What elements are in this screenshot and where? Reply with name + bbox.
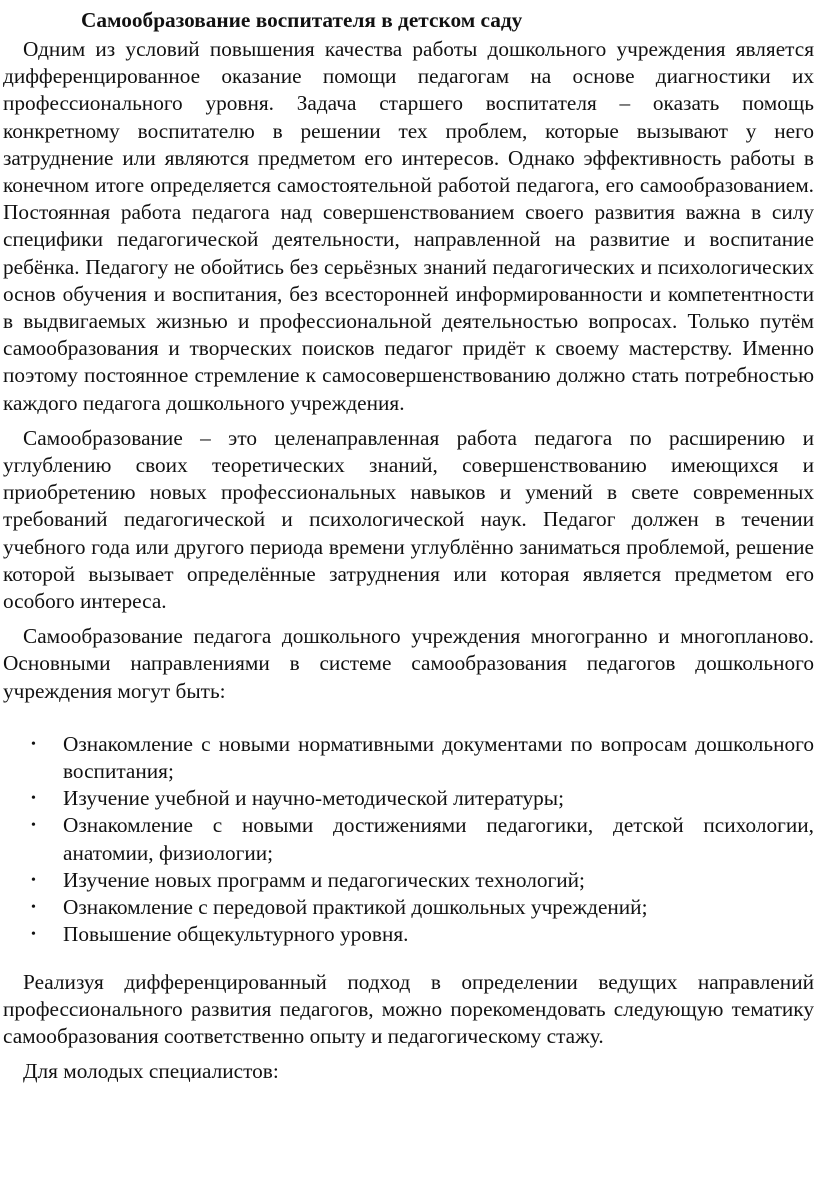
list-item-text: Изучение учебной и научно-методической литературы; <box>63 786 565 811</box>
paragraph-definition: Самообразование – это целенаправленная работа педагога по расширению и углублению своих теоретических знаний, совершенствованию имеющихся и приобретению новых профессиональных навыков и умений в свете современных требований педагогической и психологической наук. Педагог должен в течении учебного года или другого периода времени углублённо заниматься проблемой, решение которой вызывает определённые затруднения или которая является предметом его особого интереса. <box>3 425 814 614</box>
paragraph-closing: Реализуя дифференцированный подход в определении ведущих направлений профессионального развития педагогов, можно порекомендовать следующую тематику самообразования соответственно опыту и педагогическому стажу. <box>3 969 814 1048</box>
spacer <box>3 705 814 731</box>
list-item <box>3 894 814 921</box>
bullet-icon: • <box>31 736 36 752</box>
list-item <box>3 785 814 812</box>
bullet-icon: • <box>31 900 36 916</box>
list-item <box>3 812 814 866</box>
subheading-young-specialists: Для молодых специалистов: <box>23 1059 279 1084</box>
spacer <box>3 949 814 969</box>
spacer <box>3 1050 814 1058</box>
spacer <box>3 417 814 425</box>
list-item-text: Ознакомление с новыми достижениями педагогики, детской психологии, анатомии, физиологии; <box>63 813 814 865</box>
paragraph-intro: Одним из условий повышения качества работы дошкольного учреждения является дифференцированное оказание помощи педагогам на основе диагностики их профессионального уровня. Задача старшего воспитателя – оказать помощь конкретному воспитателю в решении тех проблем, которые вызывают у него затруднение или являются предметом его интересов. Однако эффективность работы в конечном итоге определяется самостоятельной работой педагога, его самообразованием. Постоянная работа педагога над совершенствованием своего развития важна в силу специфики педагогической деятельности, направленной на развитие и воспитание ребёнка. Педагогу не обойтись без серьёзных знаний педагогических и психологических основ обучения и воспитания, без всесторонней информированности и компетентности в выдвигаемых жизнью и профессиональной деятельностью вопросах. Только путём самообразования и творческих поисков педагог придёт к своему мастерству. Именно поэтому постоянное стремление к самосовершенствованию должно стать потребностью каждого педагога дошкольного учреждения. <box>3 37 814 415</box>
directions-list <box>3 731 814 949</box>
list-item <box>3 867 814 894</box>
list-item-text: Ознакомление с новыми нормативными документами по вопросам дошкольного воспитания; <box>63 731 814 784</box>
bullet-icon: • <box>31 791 36 807</box>
bullet-icon: • <box>31 818 36 834</box>
list-item-text: Ознакомление с передовой практикой дошкольных учреждений; <box>63 895 648 920</box>
list-item <box>3 921 814 948</box>
page-title: Самообразование воспитателя в детском саду <box>81 8 523 32</box>
bullet-icon: • <box>31 927 36 943</box>
spacer <box>3 615 814 623</box>
paragraph-directions: Самообразование педагога дошкольного учреждения многогранно и многопланово. Основными направлениями в системе самообразования педагогов дошкольного учреждения могут быть: <box>3 624 814 703</box>
list-item-text: Повышение общекультурного уровня. <box>63 922 409 947</box>
list-item <box>3 731 814 785</box>
bullet-icon: • <box>31 872 36 888</box>
list-item-text: Изучение новых программ и педагогических технологий; <box>63 867 585 892</box>
